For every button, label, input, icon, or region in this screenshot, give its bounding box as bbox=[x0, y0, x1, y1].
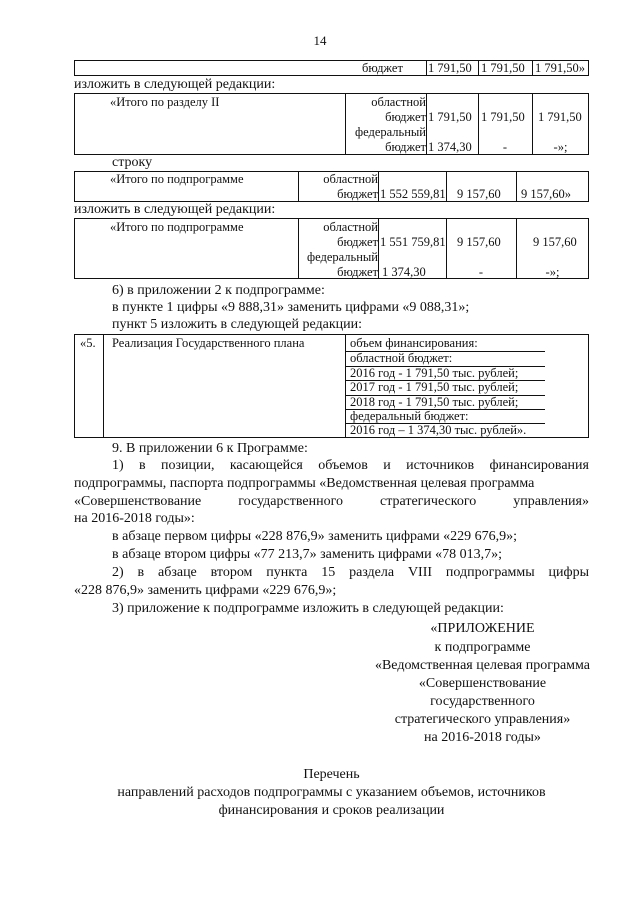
table-5-line: 2018 год - 1 791,50 тыс. рублей; bbox=[350, 395, 519, 409]
table-2-label: областной bbox=[371, 95, 426, 109]
table-4-value: 9 157,60 bbox=[533, 235, 577, 249]
paragraph: 3) приложение к подпрограмме изложить в следующей редакции: bbox=[112, 601, 504, 616]
perechen-line: финансирования и сроков реализации bbox=[218, 803, 445, 818]
table-5-line: областной бюджет: bbox=[350, 351, 453, 365]
instruction-text: изложить в следующей редакции: bbox=[74, 77, 276, 92]
paragraph: в абзаце втором цифры «77 213,7» заменить цифрами «78 013,7»; bbox=[112, 547, 502, 562]
instruction-text: строку bbox=[112, 155, 153, 170]
word: пункта bbox=[266, 565, 308, 580]
table-4-value: -»; bbox=[545, 265, 560, 279]
table-3-value: 9 157,60 bbox=[457, 187, 501, 201]
table-4-label: областной bbox=[323, 220, 378, 234]
paragraph-justified bbox=[112, 458, 589, 474]
word: 1) bbox=[112, 458, 124, 473]
paragraph: на 2016-2018 годы»: bbox=[74, 511, 195, 526]
table-2-value: 1 374,30 bbox=[428, 140, 472, 154]
table-2-name: «Итого по разделу II bbox=[110, 95, 220, 109]
appendix-title: «ПРИЛОЖЕНИЕ bbox=[430, 621, 535, 636]
paragraph-justified bbox=[74, 494, 589, 510]
table-2-value: 1 791,50 bbox=[428, 110, 472, 124]
table-5-line: 2016 год - 1 791,50 тыс. рублей; bbox=[350, 366, 519, 380]
table-4-value: - bbox=[478, 265, 484, 279]
table-3-label: бюджет bbox=[337, 187, 378, 201]
paragraph: в пункте 1 цифры «9 888,31» заменить цифрами «9 088,31»; bbox=[112, 300, 470, 315]
table-2-value: 1 791,50 bbox=[481, 110, 525, 124]
table-4-label: бюджет bbox=[337, 265, 378, 279]
table-5-line: объем финансирования: bbox=[350, 336, 478, 350]
word: объемов bbox=[318, 458, 368, 473]
table-1-label: бюджет bbox=[362, 61, 403, 75]
paragraph: в абзаце первом цифры «228 876,9» заменить цифрами «229 676,9»; bbox=[112, 529, 517, 544]
table-2-label: федеральный bbox=[354, 125, 426, 139]
page-number: 14 bbox=[313, 33, 327, 48]
word: 15 bbox=[321, 565, 336, 580]
word: «Совершенствование bbox=[74, 494, 202, 509]
table-1-value: 1 791,50 bbox=[481, 61, 525, 75]
appendix-line: к подпрограмме bbox=[434, 640, 531, 655]
table-4-label: бюджет bbox=[337, 235, 378, 249]
word: касающейся bbox=[229, 458, 303, 473]
appendix-line: «Ведомственная целевая программа bbox=[374, 658, 591, 673]
table-3-name: «Итого по подпрограмме bbox=[110, 172, 244, 186]
table-5-name: Реализация Государственного плана bbox=[112, 336, 305, 350]
word: источников bbox=[406, 458, 475, 473]
word: цифры bbox=[548, 565, 589, 580]
word: подпрограммы bbox=[445, 565, 535, 580]
table-2-label: бюджет bbox=[385, 110, 426, 124]
paragraph: пункт 5 изложить в следующей редакции: bbox=[112, 317, 362, 332]
table-2-value: - bbox=[502, 140, 508, 154]
word: позиции, bbox=[160, 458, 215, 473]
table-1-value: 1 791,50 bbox=[428, 61, 472, 75]
word: стратегического bbox=[379, 494, 477, 509]
table-4-value: 9 157,60 bbox=[457, 235, 501, 249]
perechen-title: Перечень bbox=[303, 767, 360, 782]
appendix-line: «Совершенствование bbox=[418, 676, 547, 691]
word: финансирования bbox=[489, 458, 589, 473]
word: и bbox=[383, 458, 391, 473]
table-5-line: 2016 год – 1 374,30 тыс. рублей». bbox=[350, 423, 527, 437]
table-3-label: областной bbox=[323, 172, 378, 186]
word: раздела bbox=[349, 565, 395, 580]
table-3-value: 1 552 559,81 bbox=[380, 187, 446, 201]
table-3-value: 9 157,60» bbox=[521, 187, 571, 201]
paragraph: «228 876,9» заменить цифрами «229 676,9»; bbox=[74, 583, 337, 598]
word: управления» bbox=[513, 494, 589, 509]
word: государственного bbox=[238, 494, 343, 509]
table-5-line: 2017 год - 1 791,50 тыс. рублей; bbox=[350, 380, 519, 394]
word: втором bbox=[210, 565, 253, 580]
table-2-value: -»; bbox=[553, 140, 568, 154]
section-6-title: 6) в приложении 2 к подпрограмме: bbox=[112, 283, 325, 298]
paragraph-justified bbox=[112, 565, 589, 581]
table-4-value: 1 374,30 bbox=[382, 265, 426, 279]
appendix-line: на 2016-2018 годы» bbox=[424, 730, 541, 745]
appendix-line: стратегического управления» bbox=[394, 712, 571, 727]
paragraph: подпрограммы, паспорта подпрограммы «Ведомственная целевая программа bbox=[74, 476, 535, 491]
appendix-line: государственного bbox=[430, 694, 535, 709]
table-4-value: 1 551 759,81 bbox=[380, 235, 446, 249]
table-4-label: федеральный bbox=[306, 250, 378, 264]
table-5-num: «5. bbox=[80, 336, 96, 350]
instruction-text: изложить в следующей редакции: bbox=[74, 202, 276, 217]
table-2-value: 1 791,50 bbox=[538, 110, 582, 124]
word: в bbox=[137, 565, 145, 580]
table-2-label: бюджет bbox=[385, 140, 426, 154]
word: абзаце bbox=[157, 565, 197, 580]
word: VIII bbox=[407, 565, 433, 580]
perechen-line: направлений расходов подпрограммы с указанием объемов, источников bbox=[117, 785, 546, 800]
word: 2) bbox=[112, 565, 124, 580]
section-9-title: 9. В приложении 6 к Программе: bbox=[112, 441, 308, 456]
table-4-name: «Итого по подпрограмме bbox=[110, 220, 244, 234]
table-5-line: федеральный бюджет: bbox=[350, 409, 469, 423]
table-1-value: 1 791,50» bbox=[535, 61, 585, 75]
word: в bbox=[139, 458, 146, 473]
